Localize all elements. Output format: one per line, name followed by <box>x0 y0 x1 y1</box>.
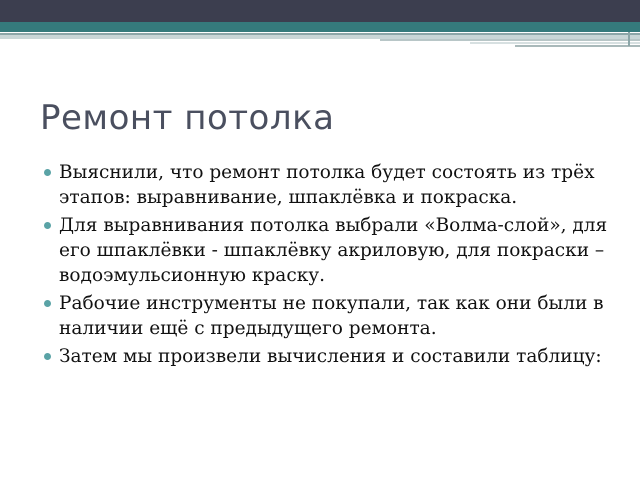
bullet-item <box>44 291 614 341</box>
header-accent-strip <box>380 39 640 41</box>
header-dark-band <box>0 0 640 22</box>
bullet-dot-icon <box>44 353 51 360</box>
bullet-list <box>44 160 614 372</box>
bullet-dot-icon <box>44 222 51 229</box>
bullet-text: Затем мы произвели вычисления и составили таблицу: <box>59 346 602 367</box>
header-teal-band <box>0 22 640 32</box>
bullet-item <box>44 344 614 369</box>
bullet-dot-icon <box>44 169 51 176</box>
header-accent-strip <box>470 42 640 44</box>
slide-title: Ремонт потолка <box>40 98 335 138</box>
bullet-dot-icon <box>44 300 51 307</box>
bullet-text: Рабочие инструменты не покупали, так как они были в наличии ещё с предыдущего ремонта. <box>59 293 604 339</box>
bullet-text: Выяснили, что ремонт потолка будет состоять из трёх этапов: выравнивание, шпаклёвка и покраска. <box>59 162 595 208</box>
header-accent-strip <box>515 45 640 47</box>
bullet-text: Для выравнивания потолка выбрали «Волма-слой», для его шпаклёвки - шпаклёвку акриловую, для покраски – водоэмульсионную краску. <box>59 215 608 286</box>
bullet-item <box>44 160 614 210</box>
bullet-item <box>44 213 614 288</box>
header-accent-tick <box>628 32 630 46</box>
